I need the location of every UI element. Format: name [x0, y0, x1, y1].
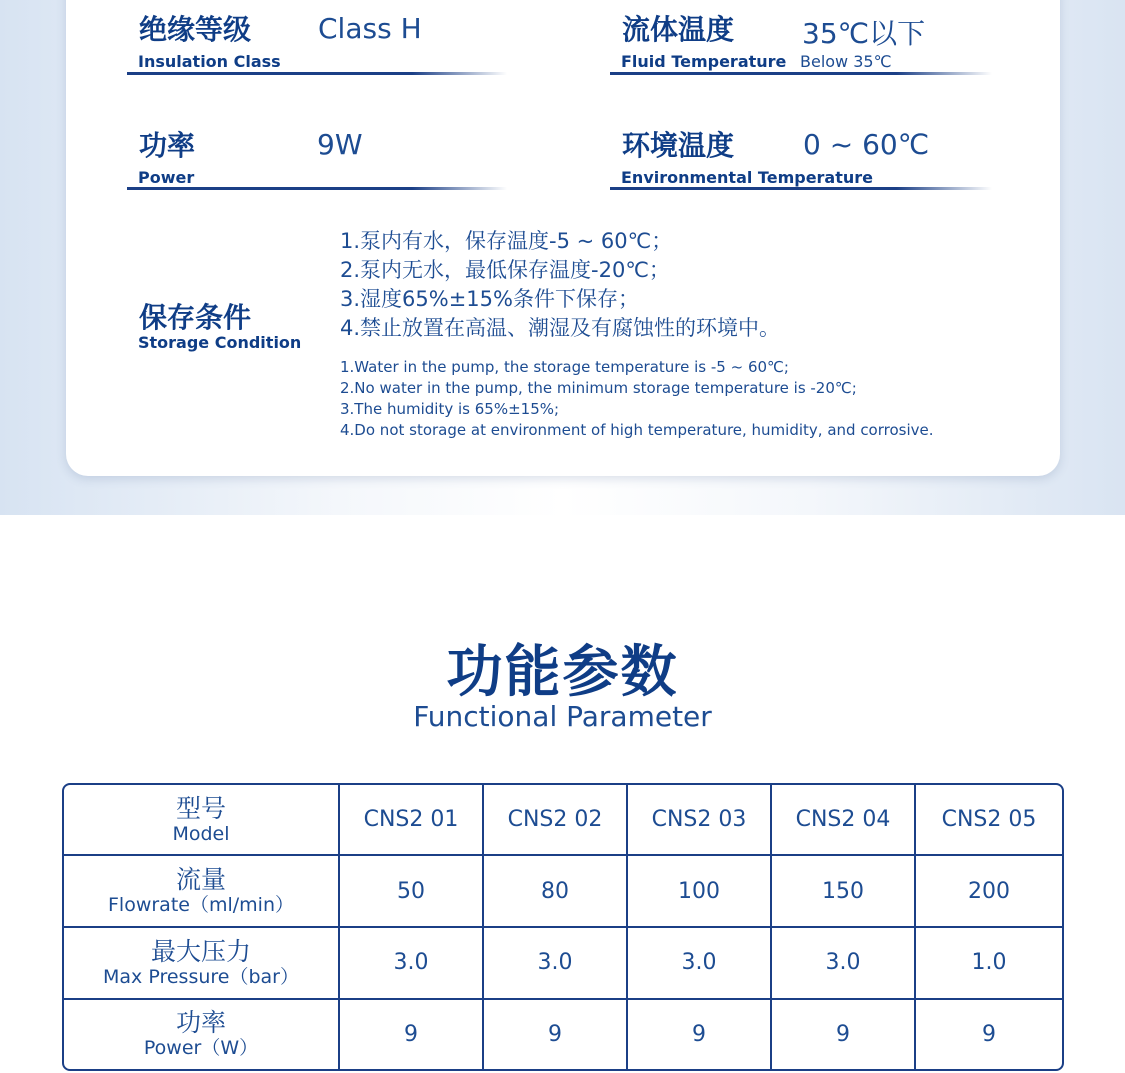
- row-header-en: Model: [172, 822, 230, 845]
- storage-item-zh: 3.湿度65%±15%条件下保存；: [340, 287, 639, 311]
- table-cell: 50: [339, 855, 483, 927]
- spec-fluid-temp-value-en: Below 35℃: [800, 52, 892, 71]
- table-row-flowrate: [64, 855, 1062, 927]
- storage-item-zh: 4.禁止放置在高温、潮湿及有腐蚀性的环境中。: [340, 316, 781, 340]
- spec-insulation-label-en: Insulation Class: [138, 52, 281, 71]
- storage-item-zh: 2.泵内无水，最低保存温度-20℃；: [340, 258, 670, 282]
- table-cell: 3.0: [771, 927, 915, 999]
- table-cell: 150: [771, 855, 915, 927]
- row-header-zh: 型号: [175, 793, 226, 823]
- table-cell: 9: [771, 999, 915, 1069]
- spec-env-temp-label-zh: 环境温度: [622, 129, 735, 162]
- spec-power-value: 9W: [317, 128, 363, 161]
- storage-item-en: 4.Do not storage at environment of high temperature, humidity, and corrosive.: [340, 421, 934, 439]
- table-cell: 200: [915, 855, 1062, 927]
- spec-power-label-en: Power: [138, 168, 195, 187]
- row-header-model: [64, 785, 339, 855]
- section-subtitle: Functional Parameter: [413, 700, 712, 733]
- parameter-table: [62, 783, 1064, 1071]
- storage-item-en: 3.The humidity is 65%±15%;: [340, 400, 560, 418]
- table-cell: CNS2 04: [771, 785, 915, 855]
- table-cell: 1.0: [915, 927, 1062, 999]
- row-header-en: Power（W）: [143, 1037, 259, 1060]
- table-cell: 9: [915, 999, 1062, 1069]
- spec-fluid-temp-label-en: Fluid Temperature: [621, 52, 787, 71]
- spec-power-label-zh: 功率: [139, 129, 196, 162]
- table-cell: CNS2 03: [627, 785, 771, 855]
- spec-fluid-temp-label-zh: 流体温度: [622, 13, 735, 46]
- storage-list-en: [340, 357, 934, 441]
- row-header-en: Flowrate（ml/min）: [108, 894, 294, 917]
- table-cell: 100: [627, 855, 771, 927]
- spec-insulation-value: Class H: [318, 12, 422, 45]
- spec-env-temp-underline: [610, 187, 992, 190]
- table-cell: CNS2 01: [339, 785, 483, 855]
- storage-list-zh: [340, 227, 780, 343]
- table-cell: CNS2 05: [915, 785, 1062, 855]
- storage-label-en: Storage Condition: [138, 333, 302, 352]
- table-cell: 3.0: [483, 927, 627, 999]
- table-cell: CNS2 02: [483, 785, 627, 855]
- storage-label-zh: 保存条件: [139, 301, 252, 334]
- row-header-power: [64, 999, 339, 1069]
- storage-item-en: 1.Water in the pump, the storage temperature is -5 ~ 60℃;: [340, 358, 789, 376]
- row-header-flowrate: [64, 855, 339, 927]
- spec-fluid-temp-underline: [610, 72, 992, 75]
- spec-insulation-label-zh: 绝缘等级: [139, 13, 252, 46]
- spec-insulation-underline: [127, 72, 507, 75]
- table-row-power: [64, 999, 1062, 1069]
- spec-env-temp-value: 0 ~ 60℃: [803, 128, 930, 161]
- table-row-max-pressure: [64, 927, 1062, 999]
- row-header-max-pressure: [64, 927, 339, 999]
- row-header-zh: 功率: [175, 1008, 226, 1038]
- row-header-zh: 最大压力: [150, 936, 251, 966]
- spec-power-underline: [127, 187, 507, 190]
- table-cell: 3.0: [627, 927, 771, 999]
- spec-env-temp-label-en: Environmental Temperature: [621, 168, 874, 187]
- table-cell: 80: [483, 855, 627, 927]
- table-cell: 9: [339, 999, 483, 1069]
- storage-item-zh: 1.泵内有水，保存温度-5 ~ 60℃；: [340, 229, 673, 253]
- table-cell: 3.0: [339, 927, 483, 999]
- storage-item-en: 2.No water in the pump, the minimum storage temperature is -20℃;: [340, 379, 857, 397]
- spec-fluid-temp-value: 35℃以下: [802, 17, 926, 50]
- table-row-model: [64, 785, 1062, 855]
- row-header-en: Max Pressure（bar）: [103, 965, 299, 988]
- table-cell: 9: [483, 999, 627, 1069]
- table-cell: 9: [627, 999, 771, 1069]
- row-header-zh: 流量: [175, 865, 226, 895]
- section-title: 功能参数: [446, 640, 679, 705]
